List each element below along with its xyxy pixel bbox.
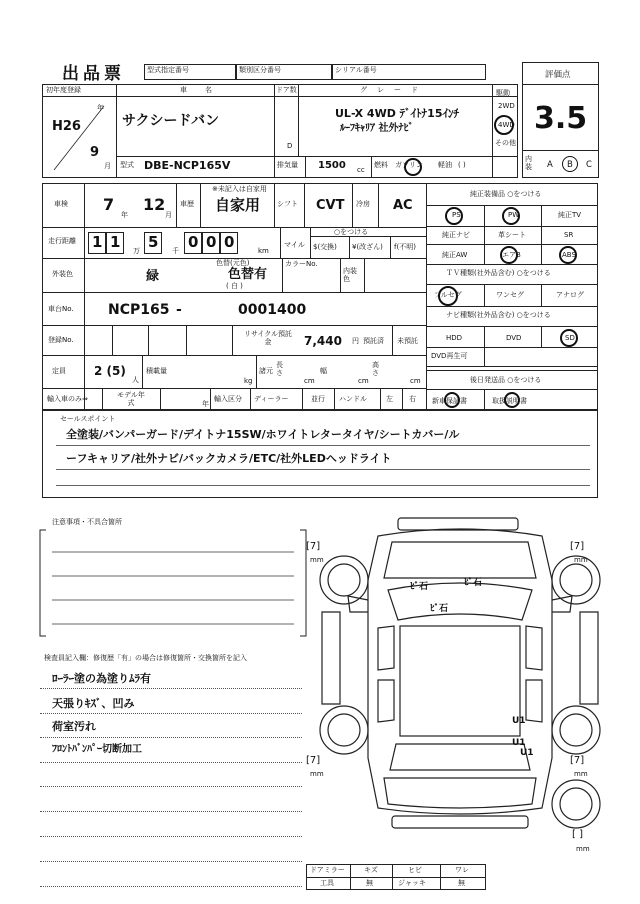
factory-ps: PS bbox=[452, 211, 461, 219]
legend-header-scratch: キズ bbox=[364, 866, 378, 874]
fullseg-circle bbox=[438, 286, 458, 306]
tire-fr-mm: mm bbox=[574, 556, 588, 564]
year-month-divider bbox=[50, 100, 110, 172]
load-kg: kg bbox=[244, 377, 253, 385]
tire-fr-label: [7] bbox=[570, 541, 585, 552]
recycle-paid: 預託済 bbox=[363, 337, 384, 345]
dvd-label: DVD再生可 bbox=[431, 352, 468, 360]
recycle-unit: 円 bbox=[352, 337, 359, 345]
person-unit: 人 bbox=[132, 376, 139, 384]
inspection-month: 12 bbox=[143, 195, 166, 214]
odo-circle-note: ○をつける bbox=[334, 228, 369, 236]
damage-mark-2: ﾋﾞ石 bbox=[464, 578, 483, 588]
reg-year: H26 bbox=[52, 119, 81, 134]
caution-label: 注意事項・不具合箇所 bbox=[52, 518, 122, 526]
caution-brackets bbox=[38, 528, 308, 640]
history-label: 車歴 bbox=[180, 200, 194, 208]
exterior-color-label: 外装色 bbox=[52, 270, 73, 278]
drive-4wd: 4WD bbox=[498, 121, 515, 129]
car-diagram bbox=[300, 508, 620, 868]
pw-circle bbox=[502, 207, 520, 225]
factory-abs: ABS bbox=[562, 251, 576, 259]
handle-left: 左 bbox=[386, 395, 393, 403]
ps-circle bbox=[445, 207, 463, 225]
type-cert-label: 型式指定番号 bbox=[147, 66, 189, 74]
factory-sr: SR bbox=[564, 231, 574, 239]
legend-header-crack: ヒビ bbox=[408, 866, 422, 874]
load-label: 積載量 bbox=[146, 367, 167, 375]
import-class-label: 輸入区分 bbox=[214, 395, 242, 403]
capacity-value: 2 (5) bbox=[94, 364, 126, 378]
color-no-label: カラーNo. bbox=[285, 260, 318, 268]
tire-rl-label: [7] bbox=[306, 755, 321, 766]
tire-rr-label: [7] bbox=[570, 755, 585, 766]
sales-line1: 全塗装/バンパーガード/デイトナ15SW/ホワイトレタータイヤ/シートカバー/ル bbox=[66, 428, 460, 441]
factory-pw: PW bbox=[508, 211, 520, 219]
interior-b: B bbox=[567, 160, 573, 170]
aircon-value: AC bbox=[393, 198, 413, 213]
navi-sd: SD bbox=[565, 334, 575, 342]
score-label: 評価点 bbox=[545, 70, 571, 80]
shift-label: シフト bbox=[277, 200, 298, 208]
legend-header-break: ワレ bbox=[455, 866, 469, 874]
drive-label: 駆動 bbox=[496, 89, 510, 97]
factory-title: 純正装備品 ○をつける bbox=[470, 190, 542, 198]
dims-label: 諸元 bbox=[259, 367, 273, 375]
tire-spare-mm: mm bbox=[576, 845, 590, 853]
height-cm: cm bbox=[410, 377, 421, 385]
navi-hdd: HDD bbox=[446, 334, 463, 342]
interior-a: A bbox=[547, 160, 553, 170]
repaint-label: 色替(元色) bbox=[216, 259, 250, 267]
history-value: 自家用 bbox=[215, 196, 261, 214]
shift-value: CVT bbox=[316, 198, 345, 213]
car-name-label: 車名 bbox=[180, 86, 230, 94]
sd-circle bbox=[560, 329, 578, 347]
later-manual: 取扱説明書 bbox=[492, 397, 527, 405]
serial-label: シリアル番号 bbox=[335, 66, 377, 74]
legend-tools: 工具 bbox=[320, 879, 334, 887]
inspection-month-unit: 月 bbox=[165, 211, 172, 219]
mile-label: マイル bbox=[284, 241, 305, 249]
mileage-digits: 1 1 万 5 千 0 0 0 km bbox=[88, 229, 270, 256]
damage-mark-1: ﾋﾞ石 bbox=[410, 582, 429, 592]
model-year-label: モデル年式 bbox=[117, 391, 145, 407]
tv-oneseg: ワンセグ bbox=[496, 291, 524, 299]
sales-line2: ーフキャリア/社外ナビ/バックカメラ/ETC/社外LEDヘッドライト bbox=[66, 452, 392, 465]
drive-4wd-circle bbox=[494, 115, 514, 135]
original-color: ( 白 ) bbox=[226, 282, 243, 290]
navi-title: ナビ種類(社外品含む) ○をつける bbox=[446, 311, 551, 319]
month-unit: 月 bbox=[104, 162, 111, 170]
interior-label: 内装 bbox=[525, 155, 532, 171]
recycle-label: リサイクル預託金 bbox=[243, 330, 293, 347]
factory-aw: 純正AW bbox=[442, 251, 468, 259]
later-title: 後日発送品 ○をつける bbox=[470, 376, 542, 384]
parallel-label: 並行 bbox=[311, 395, 325, 403]
fuel-gasoline: ガソリン bbox=[395, 161, 423, 169]
damage-mark-u1-b: U1 bbox=[512, 738, 526, 748]
grade-label: グレード bbox=[360, 86, 428, 94]
fuel-diesel: 軽油 bbox=[438, 161, 452, 169]
model-value: DBE-NCP165V bbox=[144, 159, 231, 172]
first-reg-label: 初年度登録 bbox=[46, 86, 81, 94]
factory-tv: 純正TV bbox=[558, 211, 582, 219]
inspector-label: 検査員記入欄：修復歴「有」の場合は修復箇所・交換箇所を記入 bbox=[44, 654, 247, 662]
drive-other: その他 bbox=[495, 139, 516, 147]
category-label: 類別区分番号 bbox=[239, 66, 281, 74]
inspection-label: 車検 bbox=[54, 200, 68, 208]
tire-fl-label: [7] bbox=[306, 541, 321, 552]
capacity-label: 定員 bbox=[52, 367, 66, 375]
odo-swap: $(交換) bbox=[313, 243, 337, 251]
damage-mark-3: ﾋﾞ石 bbox=[430, 604, 449, 614]
factory-navi: 純正ナビ bbox=[442, 231, 470, 239]
reg-month: 9 bbox=[90, 145, 100, 160]
grade-line1: UL-X 4WD ﾃﾞｲﾄﾅ15ｲﾝﾁ bbox=[335, 107, 459, 120]
recycle-amount: 7,440 bbox=[304, 334, 342, 348]
recycle-unpaid: 未預託 bbox=[397, 337, 418, 345]
displacement-value: 1500 bbox=[318, 160, 346, 171]
legend-jack-value: 無 bbox=[458, 879, 465, 887]
fuel-gasoline-circle bbox=[404, 158, 422, 176]
handle-right: 右 bbox=[409, 395, 416, 403]
year-unit: 年 bbox=[97, 104, 104, 112]
interior-b-circle bbox=[562, 156, 578, 172]
page-title: 出品票 bbox=[62, 64, 125, 84]
car-name: サクシードバン bbox=[122, 113, 220, 129]
inspection-year-unit: 年 bbox=[121, 211, 128, 219]
inspector-line-3: 荷室汚れ bbox=[52, 720, 96, 733]
factory-leather: 革シート bbox=[498, 231, 526, 239]
chassis-label: 車台No. bbox=[48, 305, 74, 313]
odo-unknown: f(不明) bbox=[394, 243, 416, 251]
legend-header-mirror: ドアミラー bbox=[310, 866, 345, 874]
tire-rr-mm: mm bbox=[574, 770, 588, 778]
grade-line2: ﾙｰﾌｷｬﾘｱ 社外ﾅﾋﾞ bbox=[340, 123, 414, 134]
sales-label: セールスポイント bbox=[60, 415, 116, 423]
inspector-line-4: ﾌﾛﾝﾄﾊﾞﾝﾊﾟｰ切断加工 bbox=[52, 744, 142, 755]
tv-fullseg: フルセグ bbox=[434, 291, 462, 299]
tire-rl-mm: mm bbox=[310, 770, 324, 778]
width-cm: cm bbox=[358, 377, 369, 385]
width-label: 幅 bbox=[320, 367, 327, 375]
legend-tools-value: 無 bbox=[366, 879, 373, 887]
damage-mark-u1-c: U1 bbox=[520, 748, 534, 758]
tv-analog: アナログ bbox=[556, 291, 584, 299]
manual-circle bbox=[504, 392, 520, 408]
later-warranty: 新車保証書 bbox=[432, 397, 467, 405]
inspector-line-1: ﾛｰﾗｰ塗の為塗りﾑﾗ有 bbox=[52, 672, 151, 685]
history-note: ※未記入は自家用 bbox=[212, 185, 267, 193]
factory-airbag: エアB bbox=[502, 251, 521, 259]
damage-mark-u1-a: U1 bbox=[512, 716, 526, 726]
inspection-year: 7 bbox=[103, 195, 115, 214]
inspector-line-2: 天張りｷｽﾞ、凹み bbox=[52, 697, 135, 710]
displacement-label: 排気量 bbox=[277, 161, 298, 169]
odo-tamper: ¥(改ざん) bbox=[352, 243, 383, 251]
import-label: 輸入車のみ⇒ bbox=[47, 395, 88, 403]
tv-title: ＴＶ種類(社外品含む) ○をつける bbox=[446, 269, 551, 277]
doors-label: ドア数 bbox=[276, 86, 297, 94]
interior-color-label: 内装色 bbox=[343, 267, 357, 283]
length-cm: cm bbox=[304, 377, 315, 385]
model-label: 型式 bbox=[120, 161, 134, 169]
chassis-number: 0001400 bbox=[238, 302, 307, 318]
mileage-label: 走行距離 bbox=[48, 237, 76, 245]
exterior-color: 緑 bbox=[146, 269, 160, 284]
height-label: 高さ bbox=[372, 361, 379, 377]
cc-unit: cc bbox=[357, 166, 365, 174]
aircon-label: 冷房 bbox=[356, 200, 370, 208]
airbag-circle bbox=[500, 246, 518, 264]
tire-fl-mm: mm bbox=[310, 556, 324, 564]
dealer-label: ディーラー bbox=[254, 395, 289, 403]
warranty-circle bbox=[444, 392, 460, 408]
length-label: 長さ bbox=[276, 361, 283, 377]
legend-jack: ジャッキ bbox=[398, 879, 426, 887]
doors-value: D bbox=[287, 142, 293, 150]
handle-label: ハンドル bbox=[339, 395, 367, 403]
abs-circle bbox=[559, 246, 577, 264]
fuel-paren: ( ) bbox=[458, 161, 466, 169]
chassis-prefix: NCP165 bbox=[108, 302, 170, 318]
registration-label: 登録No. bbox=[48, 336, 74, 344]
chassis-dash: - bbox=[176, 302, 182, 318]
navi-dvd: DVD bbox=[506, 334, 522, 342]
tire-spare-label: [ ] bbox=[572, 829, 583, 840]
drive-2wd: 2WD bbox=[498, 102, 515, 110]
overall-score: 3.5 bbox=[534, 101, 588, 136]
interior-c: C bbox=[586, 160, 592, 170]
model-year-unit: 年 bbox=[202, 400, 209, 408]
fuel-label: 燃料 bbox=[374, 161, 388, 169]
repaint-value: 色替有 bbox=[228, 267, 268, 282]
